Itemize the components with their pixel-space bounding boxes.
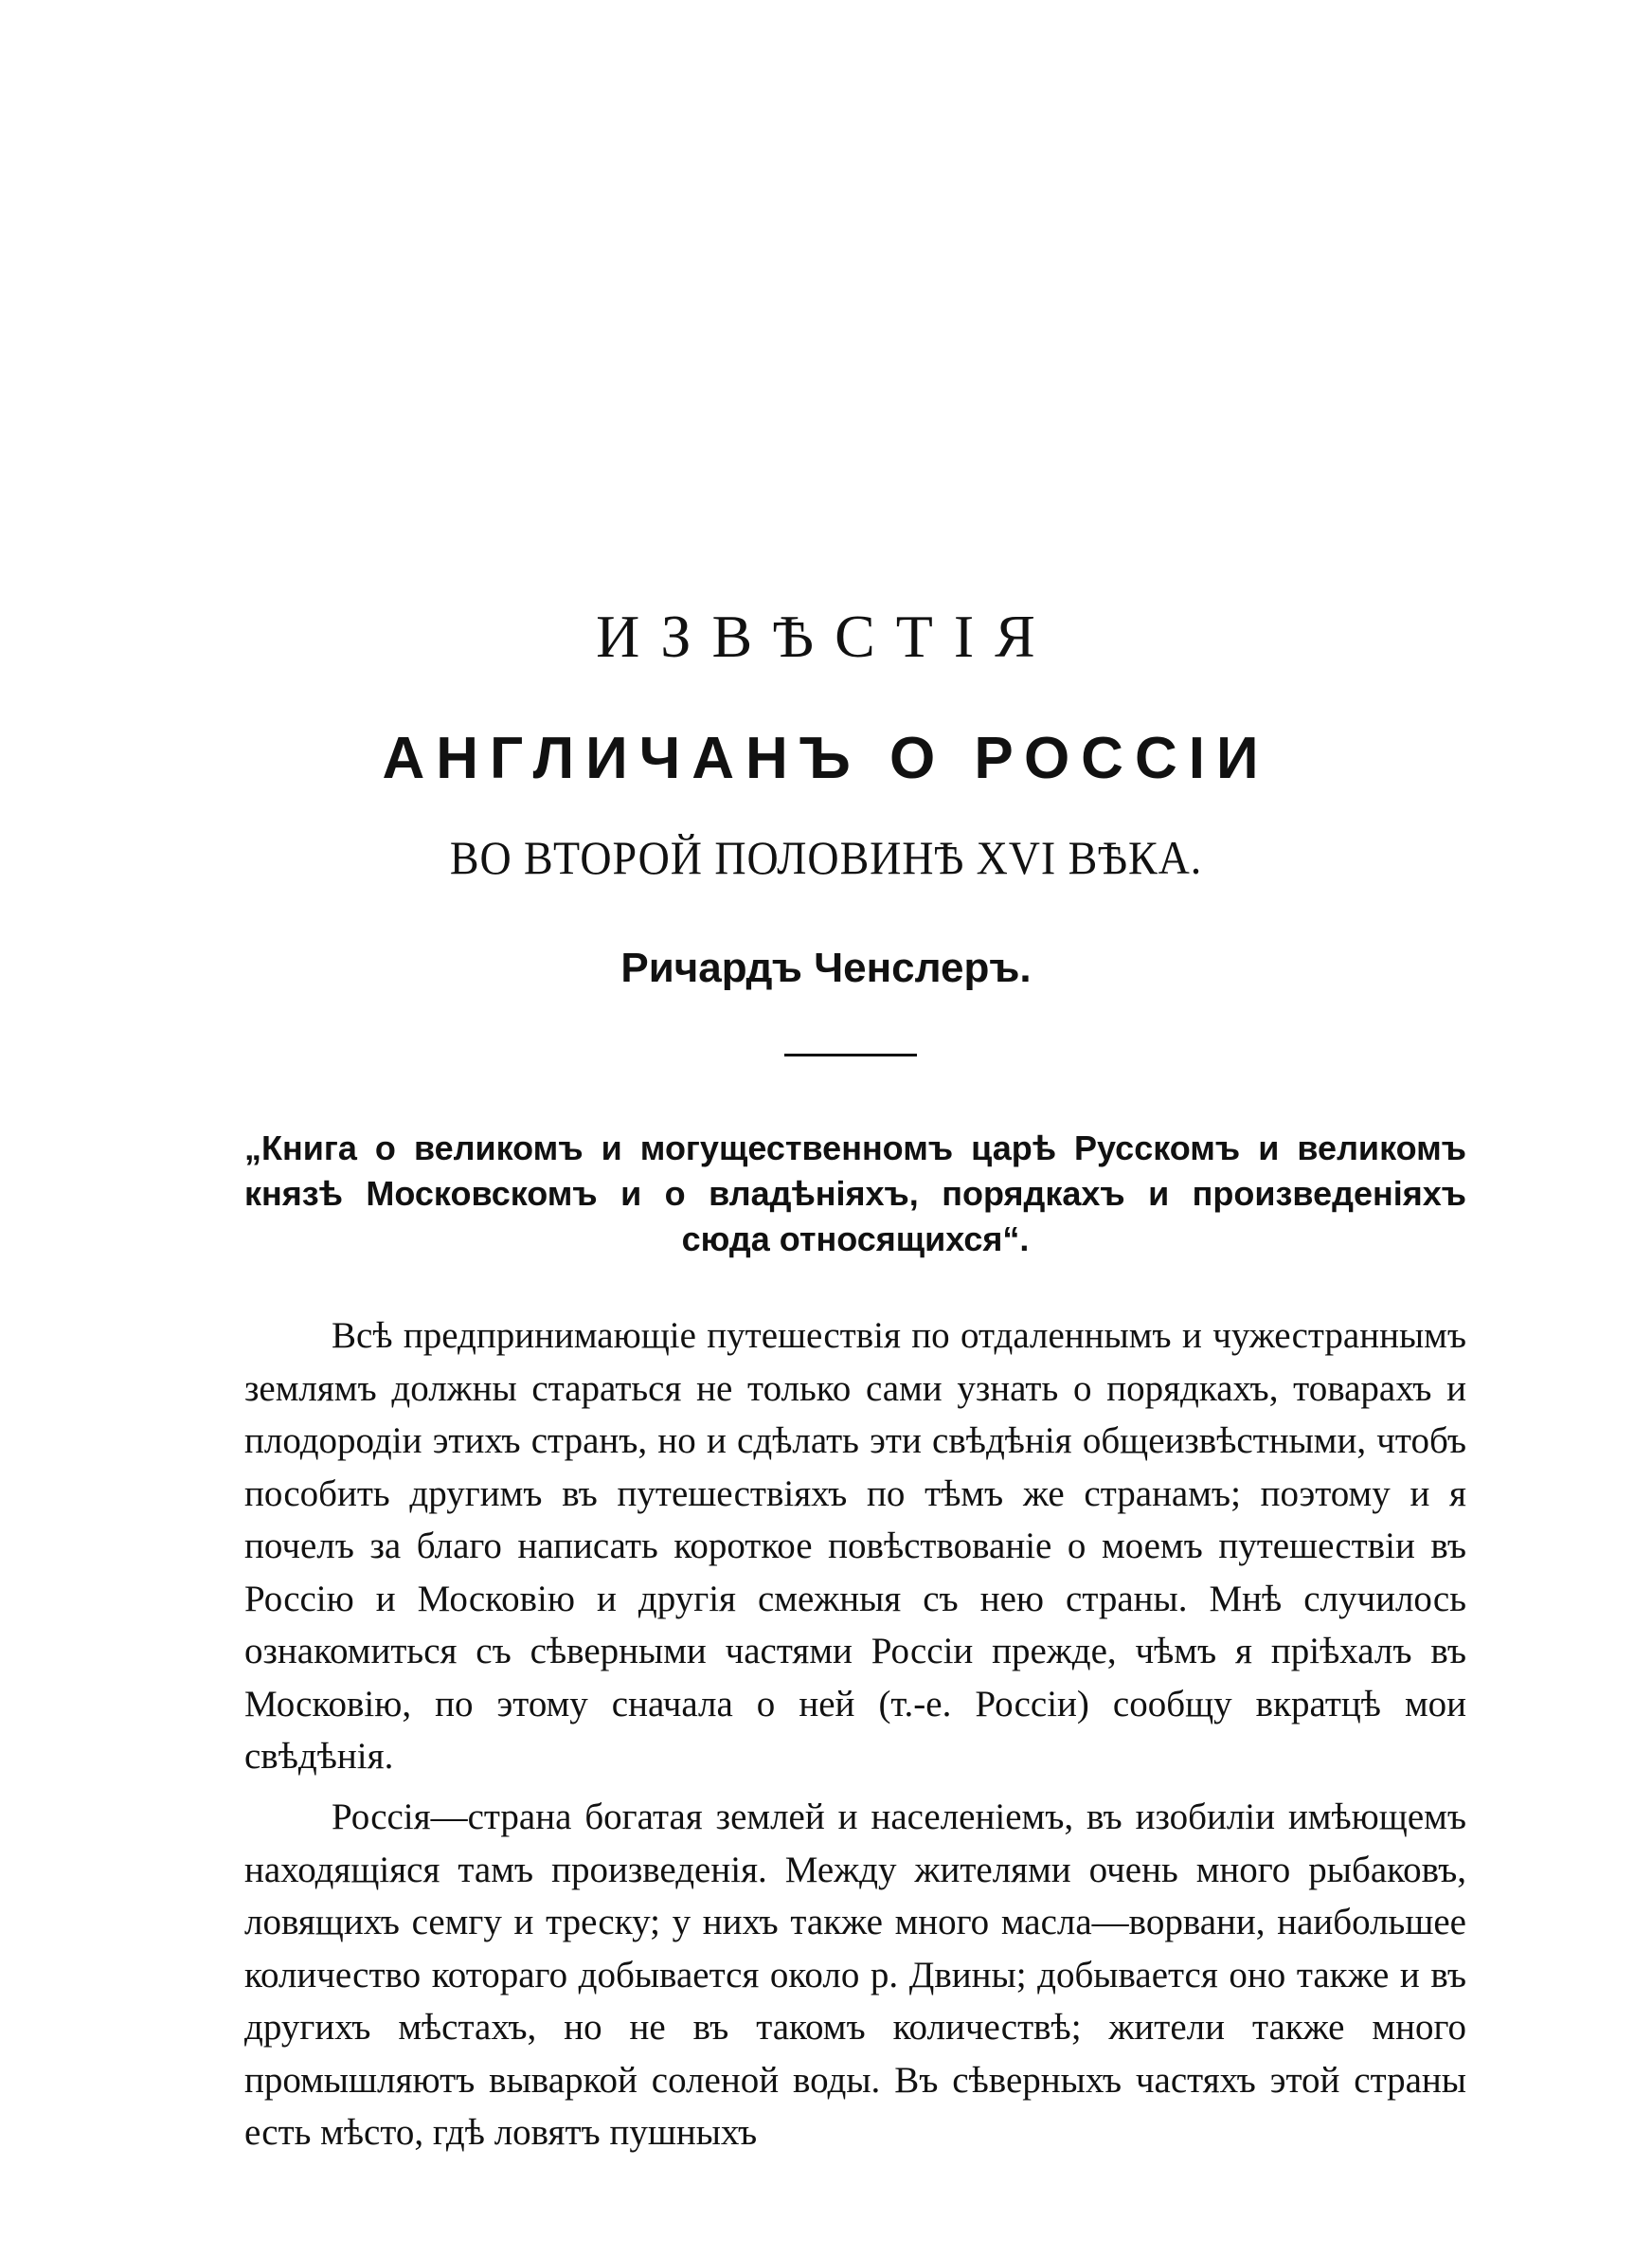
heading-line-3: ВО ВТОРОЙ ПОЛОВИНѢ XVI ВѢКА. [449,831,1203,884]
heading-line-2: АНГЛИЧАНЪ О РОССІИ [382,726,1270,791]
heading-line-1: ИЗВѢСТІЯ [596,603,1056,670]
author-name: Ричардъ Ченслеръ. [620,945,1032,991]
book-title: „Книга о великомъ и могущественномъ царѣ Русскомъ и великомъ князѣ Московскомъ и о владѣніяхъ, порядкахъ и произведеніяхъ сюда относящихся“. [244,1128,1466,1258]
paragraph-1: Всѣ предпринимающіе путешествія по отдаленнымъ и чужестраннымъ землямъ должны стараться не только сами узнать о порядкахъ, товарахъ и плодородіи этихъ странъ, но и сдѣлать эти свѣдѣнія общеизвѣстными, чтобъ пособить другимъ въ путешествіяхъ по тѣмъ же странамъ; поэтому и я почелъ за благо написать короткое повѣствованіе о моемъ путешествіи въ Россію и Московію и другія смежныя съ нею страны. Мнѣ случилось ознакомиться съ сѣверными частями Россіи прежде, чѣмъ я пріѣхалъ въ Московію, по этому сначала о ней (т.-е. Россіи) сообщу вкратцѣ мои свѣдѣнія. [244,1315,1466,1777]
divider-rule [784,1054,917,1056]
paragraph-2: Россія—страна богатая землей и населеніемъ, въ изобиліи имѣющемъ находящіяся тамъ произведенія. Между жителями очень много рыбаковъ, ловящихъ семгу и треску; у нихъ также много масла—ворвани, наибольшее количество котораго добывается около р. Двины; добывается оно также и въ другихъ мѣстахъ, но не въ такомъ количествѣ; жители также много промышляютъ вываркой соленой воды. Въ сѣверныхъ частяхъ этой страны есть мѣсто, гдѣ ловятъ пушныхъ [244,1797,1466,2153]
